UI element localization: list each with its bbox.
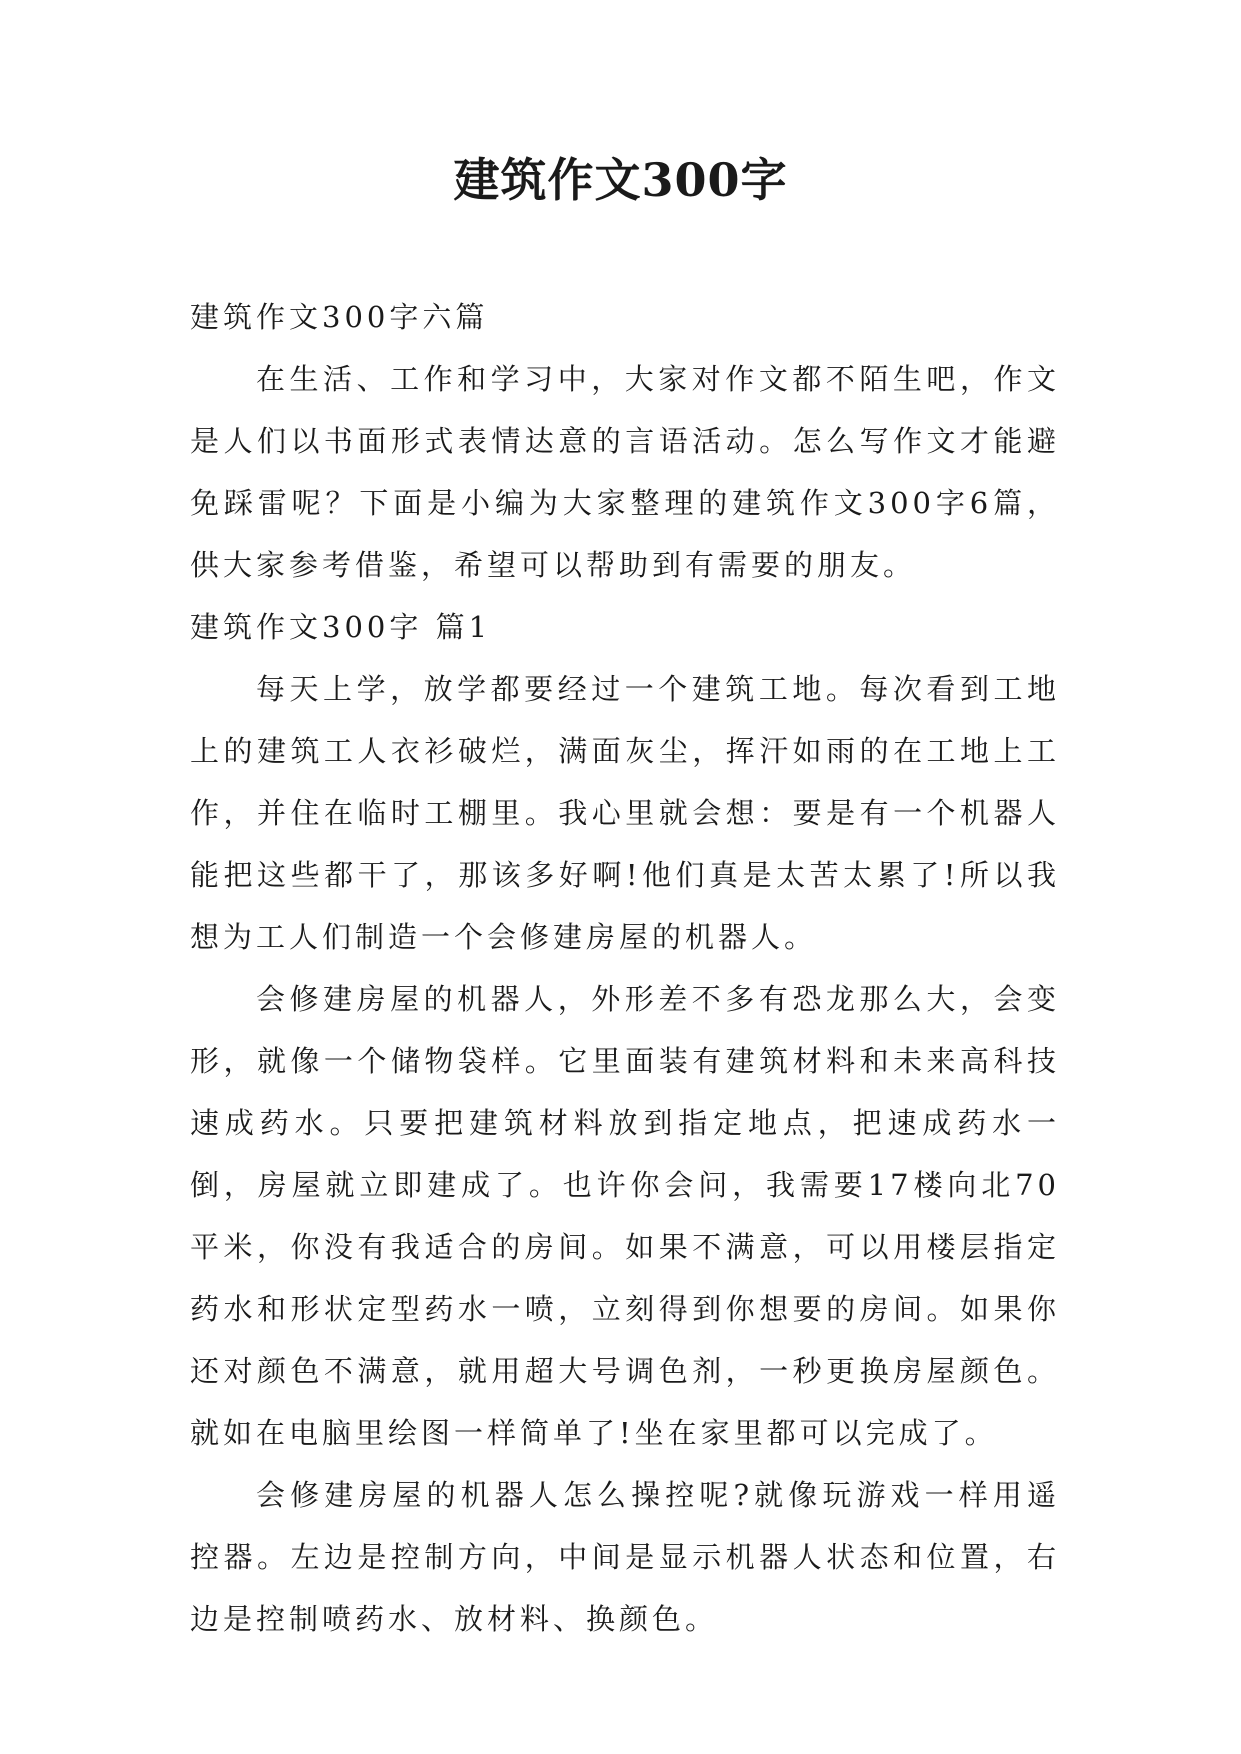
document-subtitle: 建筑作文300字六篇 [190,300,489,334]
body-paragraph-1: 每天上学，放学都要经过一个建筑工地。每次看到工地上的建筑工人衣衫破烂，满面灰尘，挥汗如雨的在工地上工作，并住在临时工棚里。我心里就会想：要是有一个机器人能把这些都干了，那该多好啊!他们真是太苦太累了!所以我想为工人们制造一个会修建房屋的机器人。 [190,672,1060,954]
document-title: 建筑作文300字 [453,153,788,207]
document-body [190,286,1060,1650]
body-paragraph-3: 会修建房屋的机器人怎么操控呢?就像玩游戏一样用遥控器。左边是控制方向，中间是显示机器人状态和位置，右边是控制喷药水、放材料、换颜色。 [190,1478,1060,1636]
body-paragraph-2: 会修建房屋的机器人，外形差不多有恐龙那么大，会变形，就像一个储物袋样。它里面装有建筑材料和未来高科技速成药水。只要把建筑材料放到指定地点，把速成药水一倒，房屋就立即建成了。也许你会问，我需要17楼向北70平米，你没有我适合的房间。如果不满意，可以用楼层指定药水和形状定型药水一喷，立刻得到你想要的房间。如果你还对颜色不满意，就用超大号调色剂，一秒更换房屋颜色。就如在电脑里绘图一样简单了!坐在家里都可以完成了。 [190,982,1060,1450]
section-heading: 建筑作文300字 篇1 [190,610,492,644]
intro-paragraph: 在生活、工作和学习中，大家对作文都不陌生吧，作文是人们以书面形式表情达意的言语活动。怎么写作文才能避免踩雷呢？下面是小编为大家整理的建筑作文300字6篇，供大家参考借鉴，希望可以帮助到有需要的朋友。 [190,362,1060,582]
